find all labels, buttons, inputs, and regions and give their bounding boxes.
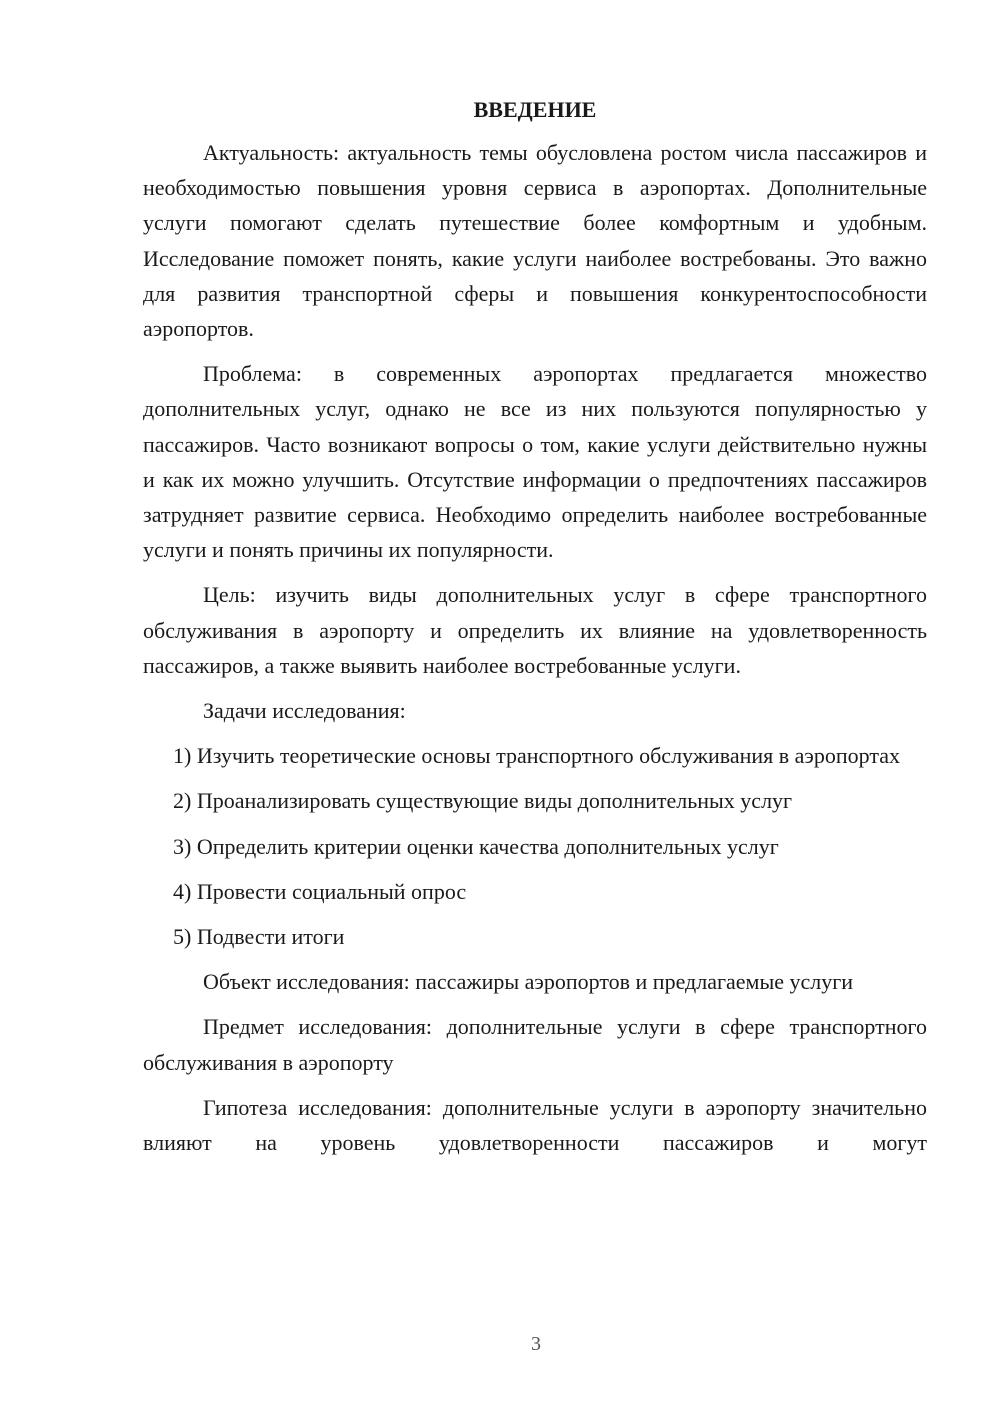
section-title: ВВЕДЕНИЕ [473, 97, 597, 122]
paragraph-goal: Цель: изучить виды дополнительных услуг в сфере транспортного обслуживания в аэропорту и определить их влияние на удовлетворенность пассажиров, а также выявить наиболее востребованные услуги. [143, 582, 927, 678]
task-item-4: 4) Провести социальный опрос [173, 878, 467, 904]
paragraph-hypothesis: Гипотеза исследования: дополнительные услуги в аэропорту значительно влияют на уровень удовлетворенности пассажиров и могут [143, 1094, 927, 1156]
tasks-heading: Задачи исследования: [203, 698, 406, 724]
task-item-3: 3) Определить критерии оценки качества дополнительных услуг [173, 833, 779, 859]
task-item-2: 2) Проанализировать существующие виды дополнительных услуг [173, 788, 793, 814]
paragraph-object: Объект исследования: пассажиры аэропортов и предлагаемые услуги [203, 969, 854, 995]
paragraph-relevance: Актуальность: актуальность темы обусловлена ростом числа пассажиров и необходимостью повышения уровня сервиса в аэропортах. Дополнительные услуги помогают сделать путешествие более комфортным и удобным. Исследование поможет понять, какие услуги наиболее востребованы. Это важно для развития транспортной сферы и повышения конкурентоспособности аэропортов. [143, 140, 927, 342]
page-number: 3 [531, 1333, 541, 1355]
task-item-5: 5) Подвести итоги [173, 924, 345, 950]
paragraph-problem: Проблема: в современных аэропортах предлагается множество дополнительных услуг, однако не все из них пользуются популярностью у пассажиров. Часто возникают вопросы о том, какие услуги действительно нужны и как их можно улучшить. Отсутствие информации о предпочтениях пассажиров затрудняет развитие сервиса. Необходимо определить наиболее востребованные услуги и понять причины их популярности. [143, 361, 927, 563]
task-item-1: 1) Изучить теоретические основы транспортного обслуживания в аэропортах [173, 743, 900, 769]
page-content [143, 95, 927, 1160]
paragraph-subject: Предмет исследования: дополнительные услуги в сфере транспортного обслуживания в аэропорту [143, 1014, 927, 1075]
